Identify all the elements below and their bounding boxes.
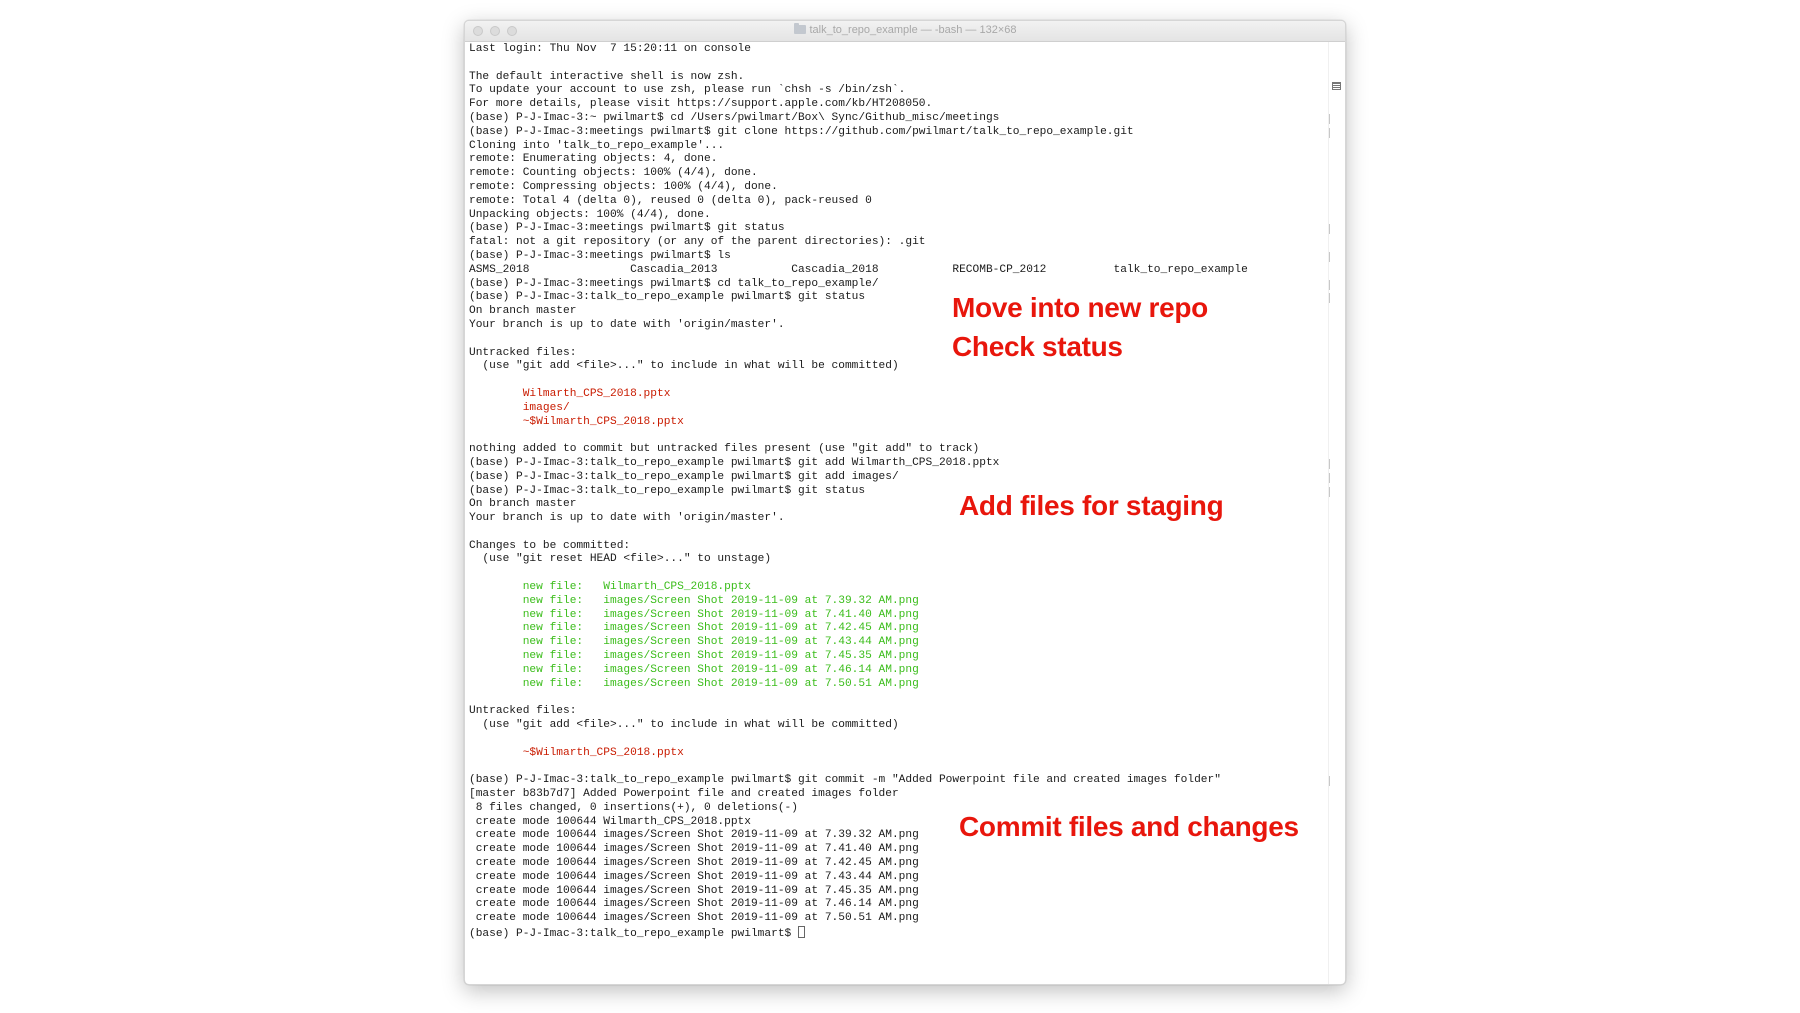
- terminal-line: [469, 898, 1327, 912]
- terminal-line-text: remote: Counting objects: 100% (4/4), done.: [469, 167, 758, 180]
- terminal-line-text: (base) P-J-Imac-3:talk_to_repo_example pwilmart$ git commit -m "Added Powerpoint file and created images folder": [469, 774, 1221, 787]
- terminal-line: [469, 360, 1327, 374]
- terminal-line-text: (base) P-J-Imac-3:talk_to_repo_example pwilmart$ git add images/: [469, 470, 899, 483]
- terminal-line-text: (use "git add <file>..." to include in what will be committed): [469, 719, 899, 732]
- terminal-line-text: To update your account to use zsh, please run `chsh -s /bin/zsh`.: [469, 84, 906, 97]
- terminal-line: [469, 457, 1327, 471]
- terminal-line: [469, 871, 1327, 885]
- terminal-line-text: fatal: not a git repository (or any of the parent directories): .git: [469, 236, 926, 249]
- terminal-line-text: The default interactive shell is now zsh.: [469, 70, 745, 83]
- terminal-line: [469, 636, 1327, 650]
- terminal-line-text: (base) P-J-Imac-3:meetings pwilmart$ git status: [469, 222, 785, 235]
- terminal-line: [469, 195, 1327, 209]
- terminal-line-text: Changes to be committed:: [469, 539, 631, 552]
- terminal-line-text: On branch master: [469, 498, 577, 511]
- terminal-line-text: Unpacking objects: 100% (4/4), done.: [469, 208, 711, 221]
- terminal-line-text: new file: images/Screen Shot 2019-11-09 at 7.41.40 AM.png: [469, 608, 919, 621]
- terminal-line-text: (use "git reset HEAD <file>..." to unstage): [469, 553, 772, 566]
- prompt-mark: [1329, 776, 1332, 786]
- prompt-mark: [1329, 252, 1332, 262]
- terminal-line-text: (base) P-J-Imac-3:meetings pwilmart$ ls: [469, 249, 731, 262]
- terminal-line-text: For more details, please visit https://support.apple.com/kb/HT208050.: [469, 98, 933, 111]
- terminal-line-text: Last login: Thu Nov 7 15:20:11 on console: [469, 43, 751, 55]
- terminal-line: [469, 912, 1327, 926]
- terminal-line: [469, 526, 1327, 540]
- terminal-line: [469, 43, 1327, 57]
- terminal-line: [469, 222, 1327, 236]
- terminal-line: [469, 719, 1327, 733]
- terminal-line: [469, 264, 1327, 278]
- folder-icon: [794, 25, 806, 34]
- prompt-mark: [1329, 280, 1332, 290]
- terminal-line-text: ~$Wilmarth_CPS_2018.pptx: [469, 415, 684, 428]
- terminal-line: [469, 347, 1327, 361]
- terminal-line: [469, 650, 1327, 664]
- terminal-line: [469, 471, 1327, 485]
- terminal-line: [469, 926, 1327, 940]
- terminal-line: [469, 153, 1327, 167]
- prompt-mark: [1329, 114, 1332, 124]
- terminal-line-text: create mode 100644 images/Screen Shot 2019-11-09 at 7.39.32 AM.png: [469, 829, 919, 842]
- terminal-line: [469, 416, 1327, 430]
- terminal-line-text: new file: Wilmarth_CPS_2018.pptx: [469, 581, 751, 594]
- terminal-line: [469, 443, 1327, 457]
- terminal-line-text: Your branch is up to date with 'origin/master'.: [469, 318, 785, 331]
- terminal-line: [469, 250, 1327, 264]
- annotation-move-into-repo: Move into new repo: [952, 292, 1208, 323]
- terminal-line-text: new file: images/Screen Shot 2019-11-09 at 7.46.14 AM.png: [469, 663, 919, 676]
- command-marks: [1329, 43, 1335, 984]
- terminal-line-text: remote: Enumerating objects: 4, done.: [469, 153, 718, 166]
- prompt-mark: [1329, 473, 1332, 483]
- terminal-line: [469, 747, 1327, 761]
- terminal-line-text: Untracked files:: [469, 705, 577, 718]
- terminal-line-text: create mode 100644 images/Screen Shot 2019-11-09 at 7.41.40 AM.png: [469, 843, 919, 856]
- terminal-line-text: 8 files changed, 0 insertions(+), 0 deletions(-): [469, 801, 798, 814]
- terminal-line: [469, 581, 1327, 595]
- terminal-line-text: (base) P-J-Imac-3:~ pwilmart$ cd /Users/pwilmart/Box\ Sync/Github_misc/meetings: [469, 111, 1000, 124]
- terminal-line: [469, 774, 1327, 788]
- terminal-line-text: nothing added to commit but untracked files present (use "git add" to track): [469, 443, 980, 456]
- terminal-line-text: (base) P-J-Imac-3:meetings pwilmart$ git clone https://github.com/pwilmart/talk_to_repo_example.git: [469, 125, 1134, 138]
- terminal-line-text: Your branch is up to date with 'origin/master'.: [469, 512, 785, 525]
- terminal-line: [469, 333, 1327, 347]
- terminal-line-text: create mode 100644 Wilmarth_CPS_2018.pptx: [469, 815, 751, 828]
- terminal-line: [469, 278, 1327, 292]
- terminal-line: [469, 553, 1327, 567]
- terminal-line: [469, 678, 1327, 692]
- terminal-line: [469, 885, 1327, 899]
- terminal-line-text: (base) P-J-Imac-3:talk_to_repo_example pwilmart$ git add Wilmarth_CPS_2018.pptx: [469, 456, 1000, 469]
- terminal-line-text: images/: [469, 401, 570, 414]
- prompt-mark: [1329, 293, 1332, 303]
- prompt-mark: [1329, 128, 1332, 138]
- terminal-line-text: On branch master: [469, 305, 577, 318]
- terminal-line-text: Wilmarth_CPS_2018.pptx: [469, 387, 671, 400]
- terminal-line-text: remote: Compressing objects: 100% (4/4), done.: [469, 180, 778, 193]
- terminal-line-text: (base) P-J-Imac-3:meetings pwilmart$ cd talk_to_repo_example/: [469, 277, 879, 290]
- window-title: [465, 24, 1345, 36]
- terminal-line-text: new file: images/Screen Shot 2019-11-09 at 7.39.32 AM.png: [469, 594, 919, 607]
- terminal-line: [469, 167, 1327, 181]
- terminal-line: [469, 112, 1327, 126]
- terminal-line-text: new file: images/Screen Shot 2019-11-09 at 7.42.45 AM.png: [469, 622, 919, 635]
- terminal-line-text: create mode 100644 images/Screen Shot 2019-11-09 at 7.46.14 AM.png: [469, 898, 919, 911]
- terminal-line: [469, 622, 1327, 636]
- terminal-line: [469, 126, 1327, 140]
- terminal-line: [469, 691, 1327, 705]
- terminal-line: [469, 609, 1327, 623]
- terminal-line: [469, 209, 1327, 223]
- terminal-line-text: (base) P-J-Imac-3:talk_to_repo_example pwilmart$: [469, 928, 798, 940]
- terminal-line: [469, 429, 1327, 443]
- terminal-line: [469, 733, 1327, 747]
- terminal-line: [469, 788, 1327, 802]
- terminal-line-text: create mode 100644 images/Screen Shot 2019-11-09 at 7.45.35 AM.png: [469, 884, 919, 897]
- terminal-line-text: (base) P-J-Imac-3:talk_to_repo_example pwilmart$ git status: [469, 484, 866, 497]
- terminal-line: [469, 236, 1327, 250]
- terminal-line-text: create mode 100644 images/Screen Shot 2019-11-09 at 7.42.45 AM.png: [469, 857, 919, 870]
- terminal-line-text: Cloning into 'talk_to_repo_example'...: [469, 139, 725, 152]
- terminal-line: [469, 98, 1327, 112]
- terminal-line-text: new file: images/Screen Shot 2019-11-09 at 7.45.35 AM.png: [469, 650, 919, 663]
- terminal-line: [469, 664, 1327, 678]
- terminal-line: [469, 181, 1327, 195]
- terminal-line: [469, 57, 1327, 71]
- terminal-line-text: ~$Wilmarth_CPS_2018.pptx: [469, 746, 684, 759]
- annotation-add-files: Add files for staging: [959, 490, 1224, 521]
- terminal-line: [469, 760, 1327, 774]
- prompt-mark: [1329, 487, 1332, 497]
- window-title-text: talk_to_repo_example — -bash — 132×68: [809, 24, 1017, 36]
- annotation-commit-files: Commit files and changes: [959, 811, 1299, 842]
- terminal-line-text: new file: images/Screen Shot 2019-11-09 at 7.43.44 AM.png: [469, 636, 919, 649]
- terminal-line-text: create mode 100644 images/Screen Shot 2019-11-09 at 7.50.51 AM.png: [469, 912, 919, 925]
- title-bar[interactable]: [465, 21, 1345, 42]
- terminal-line-text: remote: Total 4 (delta 0), reused 0 (delta 0), pack-reused 0: [469, 194, 872, 207]
- terminal-line: [469, 843, 1327, 857]
- terminal-line: [469, 388, 1327, 402]
- terminal-line-text: new file: images/Screen Shot 2019-11-09 at 7.50.51 AM.png: [469, 677, 919, 690]
- terminal-line: [469, 540, 1327, 554]
- terminal-line: [469, 402, 1327, 416]
- terminal-line: [469, 567, 1327, 581]
- terminal-line: [469, 705, 1327, 719]
- terminal-line: [469, 857, 1327, 871]
- terminal-line-text: ASMS_2018 Cascadia_2013 Cascadia_2018 RECOMB-CP_2012 talk_to_repo_example: [469, 263, 1248, 276]
- prompt-mark: [1329, 224, 1332, 234]
- terminal-line-text: create mode 100644 images/Screen Shot 2019-11-09 at 7.43.44 AM.png: [469, 870, 919, 883]
- annotation-check-status: Check status: [952, 331, 1123, 362]
- text-cursor: [798, 926, 805, 938]
- terminal-line-text: (use "git add <file>..." to include in what will be committed): [469, 360, 899, 373]
- terminal-line: [469, 140, 1327, 154]
- terminal-line: [469, 84, 1327, 98]
- terminal-line-text: [master b83b7d7] Added Powerpoint file and created images folder: [469, 788, 899, 801]
- terminal-line: [469, 374, 1327, 388]
- terminal-line-text: Untracked files:: [469, 346, 577, 359]
- prompt-mark: [1329, 459, 1332, 469]
- terminal-line: [469, 595, 1327, 609]
- terminal-line: [469, 71, 1327, 85]
- terminal-line-text: (base) P-J-Imac-3:talk_to_repo_example pwilmart$ git status: [469, 291, 866, 304]
